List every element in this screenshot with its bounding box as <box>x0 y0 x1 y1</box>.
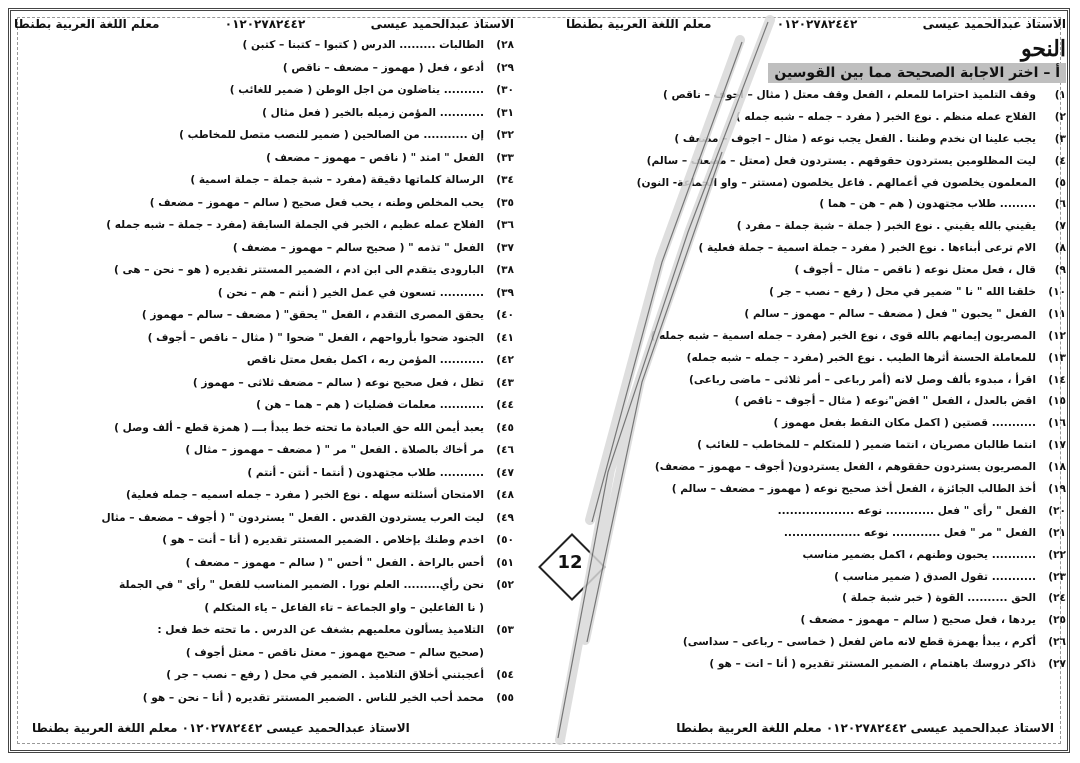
question-number: ٤٤) <box>496 399 514 411</box>
left-question-list <box>14 34 514 709</box>
question-item <box>566 129 1066 151</box>
question-text: الفعل " تذمه " ( صحيح سالم – مهموز – مضعف ) <box>232 241 484 254</box>
question-number: ٢٨) <box>496 39 514 51</box>
footer-left: الاستاذ عبدالحميد عيسى ٠١٢٠٢٧٨٢٤٤٢ معلم اللغة العربية بطنطا <box>32 721 410 735</box>
question-item <box>14 417 514 440</box>
question-text: قال ، فعل معتل نوعه ( ناقص – مثال – أجوف ) <box>794 264 1036 277</box>
question-text: الفلاح عمله عظيم ، الخبر في الجملة السابقة (مفرد – جملة – شبه جمله ) <box>106 219 484 231</box>
question-text: اقض بالعدل ، الفعل " اقض"نوعه ( مثال – أجوف – ناقص ) <box>734 395 1036 408</box>
question-item <box>566 173 1066 195</box>
question-text: ليت المظلومين يستردون حقوقهم . يستردون فعل (معتل – مضعف – سالم) <box>646 154 1036 167</box>
question-item <box>566 545 1066 567</box>
question-item <box>14 687 514 710</box>
question-text: يحقق المصرى التقدم ، الفعل " يحقق" ( مضعف – سالم – مهموز ) <box>141 309 484 321</box>
question-number: ١٤) <box>1048 373 1066 386</box>
question-item <box>566 479 1066 501</box>
question-number: ٢٦) <box>1048 636 1066 649</box>
question-number: ٢٣) <box>1048 570 1066 583</box>
question-number: ١١) <box>1048 307 1066 320</box>
question-item <box>14 372 514 395</box>
question-text: يردها ، فعل صحيح ( سالم – مهموز - مضعف ) <box>800 614 1036 627</box>
question-item <box>14 327 514 350</box>
section-subtitle: أ – اختر الاجابة الصحيحة مما بين القوسين <box>768 63 1066 83</box>
question-text: ........... المؤمن زميله بالخير ( فعل مثال ) <box>262 106 484 119</box>
question-item <box>566 610 1066 632</box>
question-number: ٥٥) <box>496 691 514 704</box>
question-text: الام ترعى أبناءها . نوع الخبر ( مفرد – جملة اسمية – جملة فعلية ) <box>698 242 1036 255</box>
question-item <box>14 169 514 192</box>
question-text: ........... يحبون وطنهم ، اكمل بضمير مناسب <box>802 548 1036 561</box>
question-number: ٧) <box>1054 220 1066 233</box>
question-text: أخذ الطالب الجائزة ، الفعل أخذ صحيح نوعه ( مهموز – مضعف – سالم ) <box>671 483 1036 496</box>
question-item <box>14 394 514 417</box>
footer-right: الاستاذ عبدالحميد عيسى ٠١٢٠٢٧٨٢٤٤٢ معلم اللغة العربية بطنطا <box>676 721 1054 735</box>
question-item <box>566 260 1066 282</box>
question-item <box>566 238 1066 260</box>
question-number: ٢٧) <box>1048 658 1066 671</box>
question-item <box>14 484 514 507</box>
question-number: ١٢) <box>1048 329 1066 342</box>
question-item <box>14 102 514 125</box>
question-text: ........... معلمات فضليات ( هم – هما – هن ) <box>256 399 484 411</box>
question-text: ........... قصتين ( اكمل مكان النقط بفعل مهموز ) <box>773 417 1036 430</box>
question-number: ١٨) <box>1048 461 1066 474</box>
question-text: وقف التلميذ احتراما للمعلم ، الفعل وقف معتل ( مثال – اجوف – ناقص ) <box>663 89 1036 101</box>
question-number: ٤٥) <box>496 421 514 434</box>
question-number: ٥٤) <box>496 669 514 681</box>
question-item <box>566 370 1066 392</box>
question-number: ٢١) <box>1048 526 1066 539</box>
question-item <box>566 216 1066 238</box>
question-item <box>566 391 1066 413</box>
question-text: نحن رأي......... العلم نورا . الضمير المناسب للفعل " رأى " في الجملة <box>119 579 484 591</box>
question-number: ٤٧) <box>496 466 514 479</box>
section-title: النحو <box>1020 36 1066 62</box>
header-phone: ٠١٢٠٢٧٨٢٤٤٢ <box>224 17 306 31</box>
question-text: اخدم وطنك بإخلاص . الضمير المستتر تقديره ( أنا – أنت – هو ) <box>162 534 484 546</box>
question-text: ........... تقول الصدق ( ضمير مناسب ) <box>834 570 1036 583</box>
question-text: يجب علينا ان نخدم وطننا . الفعل يجب نوعه ( مثال – اجوف – مضعف ) <box>674 132 1036 145</box>
question-text: أعجبتني أخلاق التلاميذ . الضمير في محل ( رفع – نصب – جر ) <box>166 669 484 681</box>
question-item <box>14 214 514 237</box>
question-number: ٢٤) <box>1048 592 1066 605</box>
question-number: ٢٠) <box>1048 504 1066 517</box>
question-item <box>14 462 514 485</box>
question-text: ( نا الفاعلين – واو الجماعة – تاء الفاعل – ياء المتكلم ) <box>204 601 484 614</box>
question-text: الامتحان أسئلته سهله . نوع الخبر ( مفرد – جمله اسميه – جمله فعلية) <box>126 489 484 501</box>
question-item <box>566 194 1066 216</box>
page-badge-number: 12 <box>557 552 583 573</box>
question-item <box>14 439 514 462</box>
question-number: ٣٩) <box>496 286 514 299</box>
question-number: ١٧) <box>1048 439 1066 452</box>
question-item <box>566 588 1066 610</box>
question-item <box>566 282 1066 304</box>
question-item <box>14 304 514 327</box>
question-text: الفعل " مر " فعل ............ نوعه ................... <box>783 526 1036 539</box>
question-text: ليت العرب يستردون القدس . الفعل " يستردون " ( أجوف – مضعف – مثال <box>101 511 484 524</box>
question-text: الفعل " امتد " ( ناقص – مهموز – مضعف ) <box>266 151 484 164</box>
question-text: ........... المؤمن ربه ، اكمل بفعل معتل ناقص <box>246 354 484 366</box>
question-number: ١٣) <box>1048 351 1066 364</box>
question-text: الرسالة كلماتها دقيقة (مفرد – شبة جملة – جملة اسمية ) <box>190 174 484 186</box>
question-text: الفعل " رأى " فعل ............ نوعه ................... <box>777 504 1036 517</box>
question-text: أكرم ، يبدأ بهمزة قطع لانه ماض لفعل ( خماسى – رباعى – سداسى) <box>682 636 1036 649</box>
question-item <box>14 597 514 620</box>
header-phone: ٠١٢٠٢٧٨٢٤٤٢ <box>776 17 858 31</box>
question-number: ٥٢) <box>496 579 514 591</box>
question-text: البارودى يتقدم الى ابن ادم ، الضمير المستتر تقديره ( هو – نحن – هى ) <box>113 264 484 276</box>
question-item <box>566 435 1066 457</box>
question-number: ٣١) <box>496 106 514 119</box>
question-number: ٥١) <box>496 556 514 569</box>
question-item <box>14 349 514 372</box>
question-number: ١٥) <box>1048 395 1066 408</box>
question-number: ٤١) <box>496 331 514 344</box>
question-item <box>14 34 514 57</box>
question-number: ٢٢) <box>1048 548 1066 561</box>
question-item <box>566 457 1066 479</box>
question-item <box>566 632 1066 654</box>
right-question-list <box>566 85 1066 676</box>
question-number: ٤٠) <box>496 309 514 321</box>
question-text: .......... يناضلون من اجل الوطن ( ضمير للغائب ) <box>229 84 484 96</box>
question-number: ٤٦) <box>496 444 514 456</box>
question-text: الفلاح عمله منظم . نوع الخبر ( مفرد – جمله – شبه جمله ) <box>735 110 1036 123</box>
question-item <box>566 523 1066 545</box>
question-text: الجنود ضحوا بأرواحهم ، الفعل " ضحوا " ( مثال – ناقص – أجوف ) <box>147 331 484 344</box>
header-right <box>566 14 1066 34</box>
question-item <box>14 507 514 530</box>
question-number: ٤٩) <box>496 511 514 524</box>
question-text: يعبد أيمن الله حق العبادة ما تحته خط يبدأ بـــ ( همزة قطع - ألف وصل ) <box>114 421 484 434</box>
question-item <box>566 85 1066 107</box>
question-number: ٥) <box>1054 176 1066 189</box>
right-column <box>566 14 1066 753</box>
question-text: ........... تسعون في عمل الخير ( أنتم – هم – نحن ) <box>217 286 484 299</box>
question-item <box>14 259 514 282</box>
question-number: ٤) <box>1054 154 1066 167</box>
question-text: المصريون إيمانهم بالله قوى ، نوع الخبر (مفرد – جمله اسمية – شبه جمله ) <box>650 329 1036 342</box>
question-number: ٢٥) <box>1048 614 1066 627</box>
question-number: ٣٧) <box>496 241 514 254</box>
question-number: ٦) <box>1054 198 1066 211</box>
question-item <box>14 552 514 575</box>
question-text: أحس بالراحة . الفعل " أحس " ( سالم – مهموز – مضعف ) <box>185 556 484 569</box>
question-number: ٣) <box>1054 132 1066 145</box>
question-item <box>14 619 514 642</box>
question-item <box>14 79 514 102</box>
question-number: ٣٨) <box>496 264 514 276</box>
question-item <box>14 57 514 80</box>
question-text: أدعو ، فعل ( مهموز – مضعف – ناقص ) <box>282 61 484 74</box>
left-column <box>14 14 514 753</box>
question-item <box>566 304 1066 326</box>
question-text: ذاكر دروسك باهتمام ، الضمير المستتر تقديره ( أنا – انت – هو ) <box>709 658 1036 671</box>
header-left <box>14 14 514 34</box>
question-text: التلاميذ يسألون معلميهم بشغف عن الدرس . ما تحته خط فعل : <box>157 624 484 636</box>
question-number: ٤٨) <box>496 489 514 501</box>
question-item <box>14 147 514 170</box>
question-number: ١٦) <box>1048 417 1066 430</box>
header-teacher: الاستاذ عبدالحميد عيسى <box>370 17 514 31</box>
question-item <box>566 413 1066 435</box>
question-number: ٥٠) <box>496 534 514 546</box>
question-item <box>566 348 1066 370</box>
question-number: ٣٣) <box>496 151 514 164</box>
question-text: انتما طالبان مصريان ، انتما ضمير ( للمتكلم – للمخاطب – للغائب ) <box>697 439 1036 452</box>
question-number: ٨) <box>1054 242 1066 255</box>
question-text: للمعاملة الحسنة أثرها الطيب . نوع الخبر (مفرد – جمله – شبه جمله) <box>686 351 1036 364</box>
question-number: ٣٦) <box>496 219 514 231</box>
question-item <box>566 151 1066 173</box>
question-text: المصريون يستردون حققوهم ، الفعل يستردون( أجوف – مهموز – مضعف) <box>654 461 1036 474</box>
question-number: ١) <box>1054 89 1066 101</box>
question-number: ٥٣) <box>496 624 514 636</box>
question-text: يقيني بالله يقيني . نوع الخبر ( جملة – شبة جملة – مفرد ) <box>736 220 1036 233</box>
question-item <box>566 326 1066 348</box>
question-number: ١٠) <box>1048 286 1066 299</box>
question-number: ٣٤) <box>496 174 514 186</box>
question-text: الفعل " يحبون " فعل ( مضعف – سالم – مهموز – سالم ) <box>744 307 1036 320</box>
question-text: إن ........... من الصالحين ( ضمير للنصب متصل للمخاطب ) <box>179 129 484 141</box>
question-text: خلقنا الله " نا " ضمير في محل ( رفع – نصب – جر ) <box>769 286 1036 299</box>
question-item <box>14 664 514 687</box>
question-number: ٣٢) <box>496 129 514 141</box>
question-number: ٣٠) <box>496 84 514 96</box>
question-text: الطالبات ......... الدرس ( كتبوا – كتبنا – كتبن ) <box>242 39 484 51</box>
question-text: اقرأ ، مبدوء بألف وصل لانه (أمر رباعى – أمر ثلاثى – ماضى رباعى) <box>689 373 1036 386</box>
question-item <box>14 529 514 552</box>
question-number: ١٩) <box>1048 483 1066 496</box>
question-number: ٤٣) <box>496 376 514 389</box>
question-text: المعلمون يخلصون في أعمالهم . فاعل يخلصون (مستتر – واو الجماعة- النون) <box>636 176 1036 189</box>
question-text: الحق .......... القوة ( خبر شبة جملة ) <box>842 592 1036 605</box>
question-item <box>566 654 1066 676</box>
header-role: معلم اللغة العربية بطنطا <box>566 17 712 31</box>
question-item <box>14 282 514 305</box>
question-item <box>14 574 514 597</box>
header-role: معلم اللغة العربية بطنطا <box>14 17 160 31</box>
question-item <box>566 567 1066 589</box>
question-number: ٢) <box>1054 110 1066 123</box>
question-item <box>14 642 514 665</box>
question-text: تظل ، فعل صحيح نوعه ( سالم – مضعف ثلاثى – مهموز ) <box>192 376 484 389</box>
question-item <box>14 237 514 260</box>
question-item <box>14 124 514 147</box>
question-text: ......... طلاب مجتهدون ( هم – هن – هما ) <box>819 198 1036 211</box>
header-teacher: الاستاذ عبدالحميد عيسى <box>922 17 1066 31</box>
question-text: ........... طلاب مجتهدون ( أنتما - أنتن - أنتم ) <box>247 466 484 479</box>
question-number: ٣٥) <box>496 196 514 209</box>
question-text: محمد أحب الخير للناس . الضمير المستتر تقديره ( أنا – نحن – هو ) <box>142 691 484 704</box>
question-text: مر أخاك بالصلاة . الفعل " مر " ( مضعف – مهموز – مثال ) <box>185 444 484 456</box>
question-text: يحب المخلص وطنه ، يحب فعل صحيح ( سالم – مهموز – مضعف ) <box>149 196 484 209</box>
question-text: (صحيح سالم – صحيح مهموز – معتل ناقص – معتل أجوف ) <box>185 646 484 659</box>
question-item <box>14 192 514 215</box>
question-item <box>566 107 1066 129</box>
question-number: ٤٢) <box>496 354 514 366</box>
question-number: ٩) <box>1054 264 1066 277</box>
question-item <box>566 501 1066 523</box>
question-number: ٢٩) <box>496 61 514 74</box>
